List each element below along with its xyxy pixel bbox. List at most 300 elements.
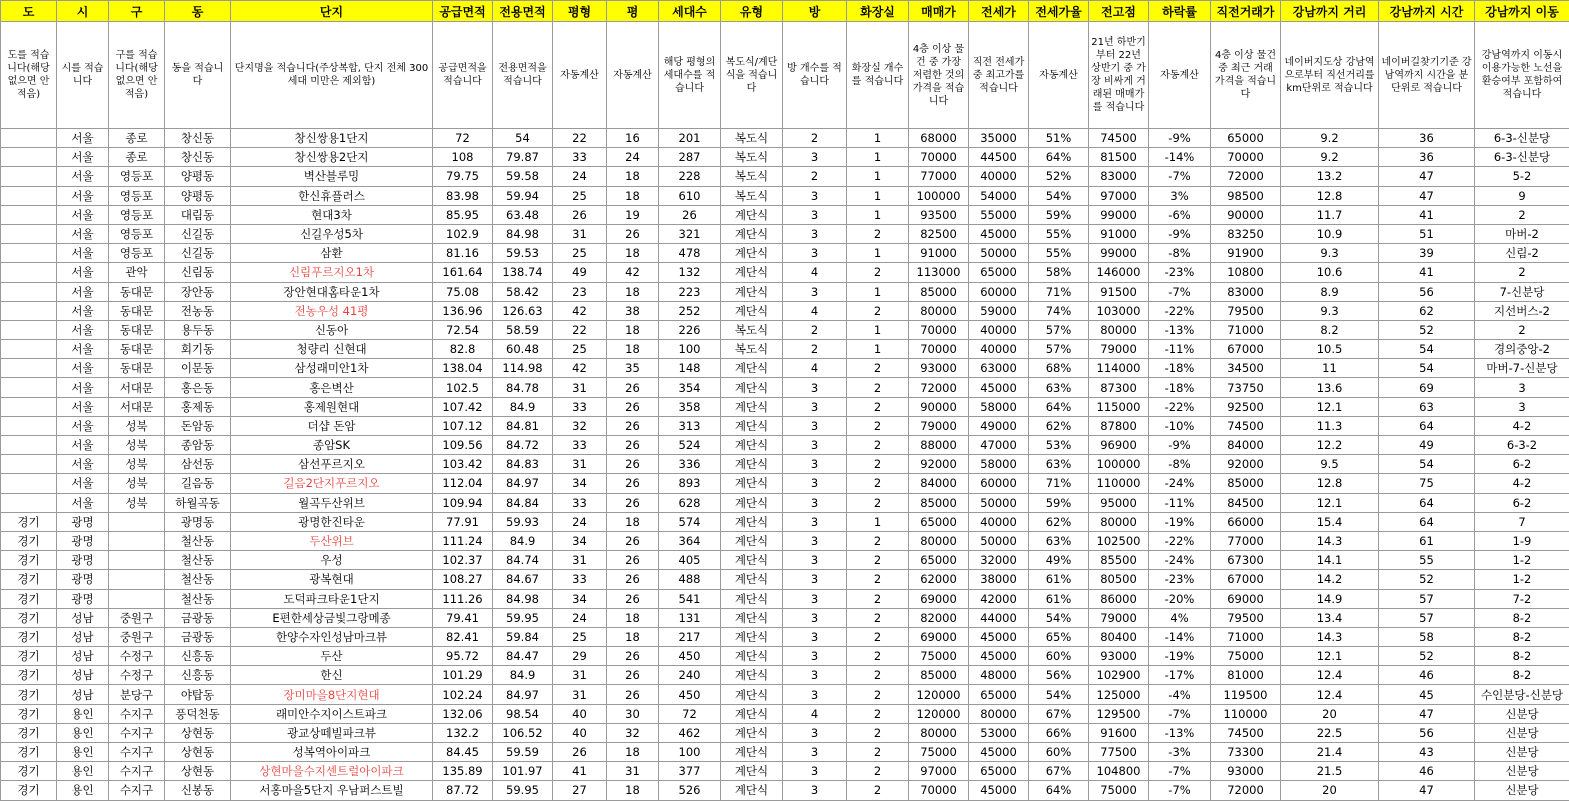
column-header[interactable]: 세대수 (659, 1, 721, 22)
table-cell[interactable]: 65000 (909, 512, 969, 531)
table-cell[interactable]: 53000 (969, 723, 1029, 742)
table-cell[interactable]: 2 (847, 397, 909, 416)
table-cell[interactable]: 2 (847, 301, 909, 320)
column-header[interactable]: 방 (783, 1, 847, 22)
column-header[interactable]: 평형 (553, 1, 607, 22)
table-cell[interactable]: 복도식 (721, 148, 783, 167)
table-cell[interactable]: -6% (1149, 205, 1211, 224)
table-cell[interactable]: 58.59 (493, 320, 553, 339)
table-cell[interactable]: 계단식 (721, 627, 783, 646)
table-cell[interactable]: 541 (659, 589, 721, 608)
table-cell[interactable]: 4 (783, 704, 847, 723)
table-cell[interactable]: 2 (847, 378, 909, 397)
table-cell[interactable]: 69000 (909, 627, 969, 646)
table-cell[interactable]: 22 (553, 320, 607, 339)
table-cell[interactable]: 252 (659, 301, 721, 320)
table-cell[interactable]: 66000 (1211, 512, 1281, 531)
table-cell[interactable]: 57 (1379, 589, 1475, 608)
table-cell[interactable]: 69 (1379, 378, 1475, 397)
column-header[interactable]: 전세가율 (1029, 1, 1089, 22)
table-cell[interactable]: 12.1 (1281, 647, 1379, 666)
table-cell[interactable]: 40000 (969, 340, 1029, 359)
table-cell[interactable]: 131 (659, 608, 721, 627)
table-cell[interactable]: 60000 (969, 474, 1029, 493)
table-cell[interactable]: 69000 (909, 589, 969, 608)
table-cell[interactable]: 47000 (969, 436, 1029, 455)
table-cell[interactable]: 45000 (969, 647, 1029, 666)
table-cell[interactable]: 장안동 (165, 282, 231, 301)
table-cell[interactable]: 양평동 (165, 167, 231, 186)
table-cell[interactable]: -7% (1149, 167, 1211, 186)
table-cell[interactable]: 84.45 (433, 743, 493, 762)
table-cell[interactable]: 111.26 (433, 589, 493, 608)
table-cell[interactable]: -8% (1149, 455, 1211, 474)
table-cell[interactable]: 64 (1379, 493, 1475, 512)
table-cell[interactable]: 2 (847, 416, 909, 435)
table-cell[interactable]: 5-2 (1475, 167, 1569, 186)
table-cell[interactable]: 80000 (1089, 512, 1149, 531)
table-cell[interactable]: -13% (1149, 320, 1211, 339)
table-cell[interactable]: 59.93 (493, 512, 553, 531)
table-cell[interactable]: 49 (1379, 436, 1475, 455)
table-cell[interactable]: 40000 (969, 167, 1029, 186)
table-cell[interactable]: 2 (847, 531, 909, 550)
table-cell[interactable]: 83.98 (433, 186, 493, 205)
table-cell[interactable]: 161.64 (433, 263, 493, 282)
table-cell[interactable]: 3 (783, 723, 847, 742)
column-header[interactable]: 강남까지 거리 (1281, 1, 1379, 22)
table-cell[interactable]: 120000 (909, 704, 969, 723)
table-cell[interactable]: 11.7 (1281, 205, 1379, 224)
table-cell[interactable]: 49% (1029, 551, 1089, 570)
column-header[interactable]: 전세가 (969, 1, 1029, 22)
table-cell[interactable]: 26 (607, 570, 659, 589)
table-cell[interactable]: 84.78 (493, 378, 553, 397)
table-cell[interactable]: 31 (553, 455, 607, 474)
table-cell[interactable]: 2 (783, 340, 847, 359)
table-cell[interactable]: 32 (607, 723, 659, 742)
table-cell[interactable]: 2 (847, 608, 909, 627)
table-cell[interactable]: -23% (1149, 570, 1211, 589)
table-cell[interactable]: 6-3-신분당 (1475, 148, 1569, 167)
table-cell[interactable]: 대림동 (165, 205, 231, 224)
table-cell[interactable]: 99000 (1089, 244, 1149, 263)
table-cell[interactable]: 136.96 (433, 301, 493, 320)
table-cell[interactable]: 72.54 (433, 320, 493, 339)
table-cell[interactable]: 47 (1379, 186, 1475, 205)
table-cell[interactable]: 서울 (57, 320, 109, 339)
table-cell[interactable] (1, 340, 57, 359)
table-cell[interactable]: 2 (1475, 320, 1569, 339)
table-cell[interactable]: 42 (553, 359, 607, 378)
table-cell[interactable]: 8.2 (1281, 320, 1379, 339)
table-cell[interactable]: -17% (1149, 666, 1211, 685)
table-cell[interactable]: 철산동 (165, 570, 231, 589)
table-cell[interactable]: 64% (1029, 781, 1089, 800)
table-cell[interactable]: 84.81 (493, 416, 553, 435)
table-cell[interactable]: 84.98 (493, 224, 553, 243)
table-cell[interactable]: 54 (1379, 455, 1475, 474)
table-cell[interactable]: 75000 (909, 647, 969, 666)
table-cell[interactable]: 85500 (1089, 551, 1149, 570)
table-cell[interactable]: 경기 (1, 685, 57, 704)
table-cell[interactable]: 129500 (1089, 704, 1149, 723)
table-cell[interactable]: 41 (1379, 205, 1475, 224)
table-cell[interactable]: 계단식 (721, 551, 783, 570)
table-cell[interactable]: 120000 (909, 685, 969, 704)
table-cell[interactable]: 수지구 (109, 743, 165, 762)
table-cell[interactable]: 경기 (1, 627, 57, 646)
table-cell[interactable]: 83000 (1089, 167, 1149, 186)
table-cell[interactable]: 63% (1029, 531, 1089, 550)
table-cell[interactable]: 25 (553, 186, 607, 205)
table-cell[interactable]: 81.16 (433, 244, 493, 263)
table-cell[interactable]: 3 (783, 685, 847, 704)
table-cell[interactable]: 82500 (909, 224, 969, 243)
table-cell[interactable]: 8-2 (1475, 666, 1569, 685)
table-cell[interactable]: 59.94 (493, 186, 553, 205)
table-cell[interactable]: 동대문 (109, 359, 165, 378)
table-cell[interactable]: 1 (847, 167, 909, 186)
table-cell[interactable] (1, 359, 57, 378)
table-cell[interactable]: 77500 (1089, 743, 1149, 762)
table-cell[interactable]: 63% (1029, 455, 1089, 474)
table-cell[interactable]: 삼선푸르지오 (231, 455, 433, 474)
table-cell[interactable]: 2 (1475, 263, 1569, 282)
table-cell[interactable]: 41 (1379, 263, 1475, 282)
table-cell[interactable]: 84.83 (493, 455, 553, 474)
table-cell[interactable]: 44000 (969, 608, 1029, 627)
table-cell[interactable]: 3 (783, 397, 847, 416)
table-cell[interactable]: 2 (847, 436, 909, 455)
table-cell[interactable]: -10% (1149, 416, 1211, 435)
table-cell[interactable]: 경기 (1, 570, 57, 589)
table-cell[interactable]: 450 (659, 685, 721, 704)
table-cell[interactable]: 68% (1029, 359, 1089, 378)
table-cell[interactable]: 길음동 (165, 474, 231, 493)
table-cell[interactable]: 48000 (969, 666, 1029, 685)
table-cell[interactable]: 26 (607, 436, 659, 455)
table-cell[interactable]: 용인 (57, 781, 109, 800)
table-cell[interactable]: 51 (1379, 224, 1475, 243)
table-cell[interactable]: 계단식 (721, 397, 783, 416)
table-cell[interactable]: 67% (1029, 762, 1089, 781)
table-cell[interactable]: 60% (1029, 743, 1089, 762)
table-cell[interactable]: 종로 (109, 148, 165, 167)
table-cell[interactable]: 91500 (1089, 282, 1149, 301)
table-cell[interactable]: 계단식 (721, 378, 783, 397)
table-cell[interactable]: 3 (783, 570, 847, 589)
table-cell[interactable]: 54% (1029, 685, 1089, 704)
table-cell[interactable]: 영등포 (109, 186, 165, 205)
table-cell[interactable]: -18% (1149, 359, 1211, 378)
table-cell[interactable]: 57% (1029, 340, 1089, 359)
table-cell[interactable]: 22 (553, 129, 607, 148)
table-cell[interactable]: 32 (553, 416, 607, 435)
table-cell[interactable]: 경기 (1, 512, 57, 531)
table-cell[interactable]: 26 (607, 589, 659, 608)
table-cell[interactable]: 성남 (57, 647, 109, 666)
table-cell[interactable]: 철산동 (165, 551, 231, 570)
table-cell[interactable]: 신봉동 (165, 781, 231, 800)
table-cell[interactable]: 26 (553, 205, 607, 224)
table-cell[interactable]: 4-2 (1475, 416, 1569, 435)
table-cell[interactable]: 52 (1379, 647, 1475, 666)
table-cell[interactable]: 창신동 (165, 129, 231, 148)
table-cell[interactable]: 광명한진타운 (231, 512, 433, 531)
table-cell[interactable]: 86000 (1089, 589, 1149, 608)
table-cell[interactable]: 수인분당-신분당 (1475, 685, 1569, 704)
table-cell[interactable]: 80000 (909, 723, 969, 742)
table-cell[interactable]: 계단식 (721, 531, 783, 550)
table-cell[interactable]: 33 (553, 570, 607, 589)
table-cell[interactable]: 7-신분당 (1475, 282, 1569, 301)
table-cell[interactable]: 46 (1379, 666, 1475, 685)
table-cell[interactable]: 신길우성5차 (231, 224, 433, 243)
table-cell[interactable]: 3 (783, 512, 847, 531)
table-cell[interactable]: 이문동 (165, 359, 231, 378)
table-cell[interactable]: 56% (1029, 666, 1089, 685)
table-cell[interactable]: 2 (847, 455, 909, 474)
table-cell[interactable]: 18 (607, 512, 659, 531)
table-cell[interactable]: 수지구 (109, 781, 165, 800)
table-cell[interactable]: 113000 (909, 263, 969, 282)
table-cell[interactable]: 49000 (969, 416, 1029, 435)
table-cell[interactable]: 354 (659, 378, 721, 397)
table-cell[interactable]: 61 (1379, 531, 1475, 550)
table-cell[interactable]: 39 (1379, 244, 1475, 263)
table-cell[interactable]: 3 (1475, 378, 1569, 397)
table-cell[interactable]: 41 (553, 762, 607, 781)
table-cell[interactable]: 용인 (57, 704, 109, 723)
table-cell[interactable]: 신흥동 (165, 666, 231, 685)
table-cell[interactable]: 영등포 (109, 167, 165, 186)
table-cell[interactable]: 45000 (969, 224, 1029, 243)
table-cell[interactable]: 109.94 (433, 493, 493, 512)
table-cell[interactable]: 107.12 (433, 416, 493, 435)
table-cell[interactable]: 526 (659, 781, 721, 800)
table-cell[interactable]: 11 (1281, 359, 1379, 378)
table-cell[interactable]: 71% (1029, 474, 1089, 493)
table-cell[interactable]: 경의중앙-2 (1475, 340, 1569, 359)
table-cell[interactable]: 8-2 (1475, 608, 1569, 627)
table-cell[interactable]: 84.98 (493, 589, 553, 608)
table-cell[interactable]: 8-2 (1475, 627, 1569, 646)
table-cell[interactable]: 61% (1029, 570, 1089, 589)
table-cell[interactable]: 58000 (969, 455, 1029, 474)
table-cell[interactable] (109, 570, 165, 589)
table-cell[interactable]: 용두동 (165, 320, 231, 339)
table-cell[interactable]: 20 (1281, 781, 1379, 800)
table-cell[interactable]: 삼선동 (165, 455, 231, 474)
table-cell[interactable]: 100 (659, 340, 721, 359)
table-cell[interactable]: 전농우성 41평 (231, 301, 433, 320)
table-cell[interactable]: 서대문 (109, 378, 165, 397)
table-cell[interactable]: -24% (1149, 474, 1211, 493)
table-cell[interactable]: 2 (847, 781, 909, 800)
table-cell[interactable]: 두산 (231, 647, 433, 666)
table-cell[interactable]: 14.2 (1281, 570, 1379, 589)
table-cell[interactable]: 2 (847, 647, 909, 666)
table-cell[interactable]: 75 (1379, 474, 1475, 493)
table-cell[interactable]: 92000 (1211, 455, 1281, 474)
table-cell[interactable]: 56 (1379, 282, 1475, 301)
table-cell[interactable]: 창신쌍용1단지 (231, 129, 433, 148)
table-cell[interactable] (1, 244, 57, 263)
table-cell[interactable]: 132 (659, 263, 721, 282)
table-cell[interactable]: -7% (1149, 781, 1211, 800)
table-cell[interactable]: 2 (847, 685, 909, 704)
table-cell[interactable]: 복도식 (721, 320, 783, 339)
table-cell[interactable]: 25 (553, 244, 607, 263)
table-cell[interactable]: 7 (1475, 512, 1569, 531)
table-cell[interactable]: 계단식 (721, 608, 783, 627)
table-cell[interactable]: 83000 (1211, 282, 1281, 301)
table-cell[interactable]: 경기 (1, 608, 57, 627)
table-cell[interactable]: 3 (783, 205, 847, 224)
table-cell[interactable]: 38000 (969, 570, 1029, 589)
table-cell[interactable]: 광명 (57, 551, 109, 570)
table-cell[interactable]: 45000 (969, 781, 1029, 800)
table-cell[interactable]: 125000 (1089, 685, 1149, 704)
table-cell[interactable]: 34500 (1211, 359, 1281, 378)
table-cell[interactable]: 18 (607, 282, 659, 301)
table-cell[interactable]: 서울 (57, 436, 109, 455)
table-cell[interactable]: 26 (607, 531, 659, 550)
column-header[interactable]: 동 (165, 1, 231, 22)
table-cell[interactable]: 서울 (57, 224, 109, 243)
table-cell[interactable]: 서울 (57, 359, 109, 378)
table-cell[interactable]: 524 (659, 436, 721, 455)
table-cell[interactable]: 3 (783, 647, 847, 666)
table-cell[interactable]: 계단식 (721, 512, 783, 531)
table-cell[interactable]: 동대문 (109, 282, 165, 301)
table-cell[interactable]: 81000 (1211, 666, 1281, 685)
table-cell[interactable]: 25 (553, 340, 607, 359)
table-cell[interactable]: 462 (659, 723, 721, 742)
table-cell[interactable] (1, 397, 57, 416)
table-cell[interactable]: 삼환 (231, 244, 433, 263)
table-cell[interactable]: 110000 (1211, 704, 1281, 723)
column-header[interactable]: 강남까지 이동 (1475, 1, 1569, 22)
table-cell[interactable]: 12.4 (1281, 685, 1379, 704)
table-cell[interactable]: 2 (1475, 205, 1569, 224)
table-cell[interactable]: 72 (433, 129, 493, 148)
table-cell[interactable] (109, 531, 165, 550)
table-cell[interactable]: 91000 (1089, 224, 1149, 243)
table-cell[interactable]: 35000 (969, 129, 1029, 148)
table-cell[interactable]: 63 (1379, 397, 1475, 416)
table-cell[interactable]: 102.37 (433, 551, 493, 570)
table-cell[interactable]: 9.2 (1281, 148, 1379, 167)
table-cell[interactable]: 성남 (57, 627, 109, 646)
table-cell[interactable]: -19% (1149, 647, 1211, 666)
table-cell[interactable]: 75000 (909, 743, 969, 762)
table-cell[interactable]: 62 (1379, 301, 1475, 320)
table-cell[interactable]: 2 (847, 762, 909, 781)
table-cell[interactable]: 신길동 (165, 244, 231, 263)
column-header[interactable]: 하락률 (1149, 1, 1211, 22)
table-cell[interactable]: 계단식 (721, 704, 783, 723)
table-cell[interactable]: 13.4 (1281, 608, 1379, 627)
table-cell[interactable]: 금광동 (165, 627, 231, 646)
table-cell[interactable]: 성남 (57, 685, 109, 704)
table-cell[interactable]: 9.3 (1281, 301, 1379, 320)
table-cell[interactable]: 3 (783, 666, 847, 685)
table-cell[interactable]: 21.5 (1281, 762, 1379, 781)
table-cell[interactable]: 성북 (109, 493, 165, 512)
table-cell[interactable]: 22.5 (1281, 723, 1379, 742)
table-cell[interactable]: 신길동 (165, 224, 231, 243)
table-cell[interactable] (1, 378, 57, 397)
table-cell[interactable]: 102500 (1089, 531, 1149, 550)
table-cell[interactable]: 상현동 (165, 723, 231, 742)
table-cell[interactable]: 52% (1029, 167, 1089, 186)
table-cell[interactable]: 서울 (57, 186, 109, 205)
table-cell[interactable]: 54 (493, 129, 553, 148)
table-cell[interactable]: -14% (1149, 627, 1211, 646)
table-cell[interactable] (1, 167, 57, 186)
table-cell[interactable]: 60.48 (493, 340, 553, 359)
table-cell[interactable]: 84.97 (493, 474, 553, 493)
table-cell[interactable]: 405 (659, 551, 721, 570)
table-cell[interactable]: 79000 (909, 416, 969, 435)
table-cell[interactable]: 6-3-2 (1475, 436, 1569, 455)
table-cell[interactable]: 70000 (909, 781, 969, 800)
table-cell[interactable]: 71000 (1211, 320, 1281, 339)
column-header[interactable]: 도 (1, 1, 57, 22)
table-cell[interactable]: 54% (1029, 186, 1089, 205)
table-cell[interactable]: 103.42 (433, 455, 493, 474)
table-cell[interactable]: 59% (1029, 493, 1089, 512)
table-cell[interactable]: 45000 (969, 627, 1029, 646)
table-cell[interactable]: 84.74 (493, 551, 553, 570)
table-cell[interactable]: 93000 (1089, 647, 1149, 666)
table-cell[interactable]: 58 (1379, 627, 1475, 646)
table-cell[interactable]: 59.53 (493, 244, 553, 263)
table-cell[interactable]: 18 (607, 627, 659, 646)
table-cell[interactable]: 복도식 (721, 340, 783, 359)
table-cell[interactable]: 1-2 (1475, 570, 1569, 589)
table-cell[interactable]: 19 (607, 205, 659, 224)
table-cell[interactable]: 한신 (231, 666, 433, 685)
table-cell[interactable]: 42000 (969, 589, 1029, 608)
table-cell[interactable]: 40000 (969, 320, 1029, 339)
table-cell[interactable]: 용인 (57, 743, 109, 762)
table-cell[interactable]: 지선버스-2 (1475, 301, 1569, 320)
table-cell[interactable]: 래미안수지이스트파크 (231, 704, 433, 723)
column-header[interactable]: 매매가 (909, 1, 969, 22)
table-cell[interactable]: 18 (607, 608, 659, 627)
table-cell[interactable]: 계단식 (721, 359, 783, 378)
table-cell[interactable]: 13.6 (1281, 378, 1379, 397)
table-cell[interactable]: 114.98 (493, 359, 553, 378)
table-cell[interactable]: 24 (553, 512, 607, 531)
table-cell[interactable]: 97000 (909, 762, 969, 781)
table-cell[interactable]: 77000 (909, 167, 969, 186)
table-cell[interactable]: 43 (1379, 743, 1475, 762)
table-cell[interactable]: 서홍마을5단지 우남퍼스트빌 (231, 781, 433, 800)
table-cell[interactable]: 경기 (1, 551, 57, 570)
table-cell[interactable]: 80000 (909, 531, 969, 550)
table-cell[interactable]: 110000 (1089, 474, 1149, 493)
table-cell[interactable]: 103000 (1089, 301, 1149, 320)
table-cell[interactable]: 신분당 (1475, 743, 1569, 762)
table-cell[interactable]: 마버-7-신분당 (1475, 359, 1569, 378)
table-cell[interactable]: 경기 (1, 531, 57, 550)
table-cell[interactable] (1, 416, 57, 435)
table-cell[interactable]: 26 (553, 743, 607, 762)
